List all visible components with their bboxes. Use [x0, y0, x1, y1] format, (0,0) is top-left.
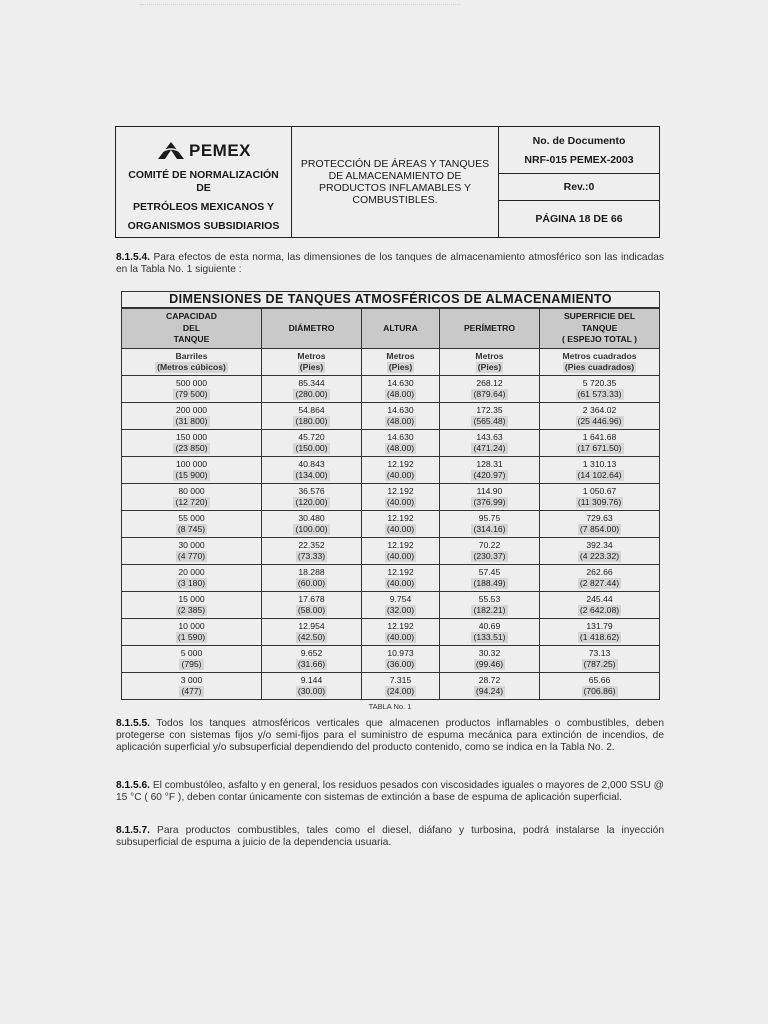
header-info-cell — [499, 127, 659, 237]
cell-primary-value: 20 000 — [178, 567, 205, 578]
cell-primary-value: 73.13 — [588, 648, 611, 659]
units-surface: Metros cuadrados (Pies cuadrados) — [540, 349, 660, 376]
table-row — [122, 646, 660, 673]
cell-primary-value: 45.720 — [298, 432, 325, 443]
cell-primary-value: 12.192 — [387, 486, 414, 497]
section-number: 8.1.5.7. — [116, 825, 150, 836]
cell-primary-value: 143.63 — [476, 432, 503, 443]
cell-primary-value: 22.352 — [298, 540, 325, 551]
cell-secondary-value: (32.00) — [386, 605, 415, 615]
cell-secondary-value: (40.00) — [386, 497, 415, 507]
cell-secondary-value: (36.00) — [386, 659, 415, 669]
cell-primary-value: 200 000 — [175, 405, 208, 416]
cell-capacity — [122, 403, 262, 430]
paragraph-8-1-5-4 — [116, 252, 664, 276]
cell-perimeter — [440, 565, 540, 592]
cell-secondary-value: (150.00) — [295, 443, 328, 453]
cell-perimeter — [440, 511, 540, 538]
column-header-perimeter: PERÍMETRO — [440, 308, 540, 349]
paragraph-text: Todos los tanques atmosféricos verticales que almacenen productos inflamables o combustibles, deben protegerse con sistemas fijos y/o semi-fijos para el suministro de espuma mecánica para extinción de incendios, de aplicación superficial y/o subsuperficial dependiendo del producto contenido, como se indica en la Tabla No. 2. — [116, 718, 664, 754]
cell-capacity — [122, 646, 262, 673]
scan-artifact — [140, 4, 460, 11]
table-row — [122, 430, 660, 457]
cell-height — [362, 619, 440, 646]
cell-primary-value: 30.32 — [478, 648, 501, 659]
cell-secondary-value: (94.24) — [475, 686, 504, 696]
column-header-surface: SUPERFICIE DEL TANQUE ( ESPEJO TOTAL ) — [540, 308, 660, 349]
cell-primary-value: 14.630 — [387, 405, 414, 416]
cell-secondary-value: (14 102.64) — [577, 470, 622, 480]
cell-perimeter — [440, 619, 540, 646]
cell-primary-value: 65.66 — [588, 675, 611, 686]
cell-secondary-value: (3 180) — [177, 578, 206, 588]
pemex-logo — [156, 137, 251, 163]
cell-primary-value: 40.843 — [298, 459, 325, 470]
cell-diameter — [262, 511, 362, 538]
cell-secondary-value: (133.51) — [473, 632, 506, 642]
cell-secondary-value: (314.16) — [473, 524, 506, 534]
cell-primary-value: 128.31 — [476, 459, 503, 470]
cell-primary-value: 114.90 — [476, 486, 503, 497]
cell-secondary-value: (2 385) — [177, 605, 206, 615]
paragraph-8-1-5-6 — [116, 780, 664, 804]
cell-secondary-value: (4 770) — [177, 551, 206, 561]
cell-diameter — [262, 673, 362, 700]
table-row — [122, 673, 660, 700]
units-capacity: Barriles (Metros cúbicos) — [122, 349, 262, 376]
cell-primary-value: 1 641.68 — [582, 432, 617, 443]
cell-primary-value: 12.192 — [387, 540, 414, 551]
document-header — [115, 126, 660, 238]
cell-primary-value: 150 000 — [175, 432, 208, 443]
cell-secondary-value: (11 309.76) — [577, 497, 622, 507]
cell-height — [362, 646, 440, 673]
cell-height — [362, 565, 440, 592]
cell-primary-value: 12.192 — [387, 621, 414, 632]
cell-primary-value: 95.75 — [478, 513, 501, 524]
cell-secondary-value: (40.00) — [386, 470, 415, 480]
cell-diameter — [262, 457, 362, 484]
cell-secondary-value: (40.00) — [386, 524, 415, 534]
revision-value: Rev.:0 — [563, 181, 595, 193]
table-row — [122, 457, 660, 484]
cell-secondary-value: (7 854.00) — [579, 524, 620, 534]
cell-secondary-value: (24.00) — [386, 686, 415, 696]
cell-diameter — [262, 430, 362, 457]
cell-diameter — [262, 619, 362, 646]
cell-primary-value: 54.864 — [298, 405, 325, 416]
cell-secondary-value: (182.21) — [473, 605, 506, 615]
cell-secondary-value: (48.00) — [386, 389, 415, 399]
cell-secondary-value: (2 827.44) — [579, 578, 620, 588]
cell-secondary-value: (1 418.62) — [579, 632, 620, 642]
cell-secondary-value: (15 900) — [175, 470, 208, 480]
cell-perimeter — [440, 538, 540, 565]
paragraph-8-1-5-5 — [116, 718, 664, 755]
cell-secondary-value: (30.00) — [297, 686, 326, 696]
cell-secondary-value: (42.50) — [297, 632, 326, 642]
cell-surface — [540, 673, 660, 700]
cell-secondary-value: (706.86) — [583, 686, 616, 696]
cell-primary-value: 729.63 — [586, 513, 613, 524]
table-row — [122, 565, 660, 592]
cell-primary-value: 2 364.02 — [582, 405, 617, 416]
cell-secondary-value: (376.99) — [473, 497, 506, 507]
cell-primary-value: 80 000 — [178, 486, 205, 497]
cell-primary-value: 30 000 — [178, 540, 205, 551]
cell-secondary-value: (230.37) — [473, 551, 506, 561]
paragraph-text: Para productos combustibles, tales como el diesel, diáfano y turbosina, podrá instalarse la inyección subsuperficial de espuma a juicio de la dependencia usuaria. — [116, 825, 664, 849]
table-row — [122, 403, 660, 430]
cell-secondary-value: (188.49) — [473, 578, 506, 588]
cell-capacity — [122, 565, 262, 592]
cell-primary-value: 5 000 — [180, 648, 203, 659]
cell-primary-value: 28.72 — [478, 675, 501, 686]
table-caption: TABLA No. 1 — [368, 702, 412, 711]
table-row — [122, 592, 660, 619]
committee-line-1: COMITÉ DE NORMALIZACIÓN — [128, 169, 279, 181]
cell-capacity — [122, 484, 262, 511]
cell-secondary-value: (4 223.32) — [579, 551, 620, 561]
cell-primary-value: 9.652 — [300, 648, 323, 659]
cell-secondary-value: (61 573.33) — [577, 389, 622, 399]
cell-height — [362, 673, 440, 700]
cell-surface — [540, 565, 660, 592]
cell-diameter — [262, 592, 362, 619]
cell-primary-value: 392.34 — [586, 540, 613, 551]
paragraph-text: Para efectos de esta norma, las dimensiones de los tanques de almacenamiento atmosférico son las indicadas en la Tabla No. 1 siguiente : — [116, 252, 664, 276]
cell-height — [362, 511, 440, 538]
cell-secondary-value: (25 446.96) — [577, 416, 622, 426]
cell-primary-value: 57.45 — [478, 567, 501, 578]
revision-cell — [499, 174, 659, 201]
cell-secondary-value: (12 720) — [175, 497, 208, 507]
cell-primary-value: 131.79 — [586, 621, 613, 632]
cell-secondary-value: (99.46) — [475, 659, 504, 669]
cell-secondary-value: (280.00) — [295, 389, 328, 399]
cell-height — [362, 376, 440, 403]
cell-surface — [540, 430, 660, 457]
cell-secondary-value: (120.00) — [295, 497, 328, 507]
column-header-height: ALTURA — [362, 308, 440, 349]
cell-surface — [540, 457, 660, 484]
cell-primary-value: 5 720.35 — [582, 378, 617, 389]
cell-capacity — [122, 376, 262, 403]
cell-primary-value: 1 310.13 — [582, 459, 617, 470]
cell-height — [362, 538, 440, 565]
cell-primary-value: 30.480 — [298, 513, 325, 524]
table-row — [122, 376, 660, 403]
committee-line-3: PETRÓLEOS MEXICANOS Y — [133, 201, 274, 213]
cell-secondary-value: (2 642.08) — [579, 605, 620, 615]
cell-primary-value: 55 000 — [178, 513, 205, 524]
units-height: Metros (Pies) — [362, 349, 440, 376]
cell-primary-value: 36.576 — [298, 486, 325, 497]
paragraph-text: El combustóleo, asfalto y en general, los residuos pesados con viscosidades iguales o mayores de 2,000 SSU @ 15 °C ( 60 °F ), deben contar únicamente con sistemas de extinción a base de espuma de aplicación superficial. — [116, 780, 664, 804]
cell-secondary-value: (60.00) — [297, 578, 326, 588]
cell-diameter — [262, 538, 362, 565]
paragraph-8-1-5-7 — [116, 825, 664, 849]
cell-primary-value: 3 000 — [180, 675, 203, 686]
cell-capacity — [122, 673, 262, 700]
cell-surface — [540, 646, 660, 673]
cell-surface — [540, 484, 660, 511]
cell-primary-value: 12.192 — [387, 459, 414, 470]
doc-number-value: NRF-015 PEMEX-2003 — [524, 153, 634, 166]
cell-perimeter — [440, 592, 540, 619]
cell-diameter — [262, 565, 362, 592]
cell-secondary-value: (40.00) — [386, 578, 415, 588]
cell-primary-value: 12.192 — [387, 567, 414, 578]
cell-primary-value: 268.12 — [476, 378, 503, 389]
cell-capacity — [122, 538, 262, 565]
cell-primary-value: 18.288 — [298, 567, 325, 578]
table-row — [122, 619, 660, 646]
cell-secondary-value: (8 745) — [177, 524, 206, 534]
cell-secondary-value: (48.00) — [386, 416, 415, 426]
cell-primary-value: 245.44 — [586, 594, 613, 605]
cell-secondary-value: (23 850) — [175, 443, 208, 453]
cell-perimeter — [440, 673, 540, 700]
cell-perimeter — [440, 646, 540, 673]
pemex-eagle-icon — [156, 139, 186, 161]
cell-primary-value: 500 000 — [175, 378, 208, 389]
cell-height — [362, 592, 440, 619]
cell-surface — [540, 511, 660, 538]
cell-primary-value: 12.192 — [387, 513, 414, 524]
cell-perimeter — [440, 403, 540, 430]
logo-text: PEMEX — [188, 140, 252, 160]
cell-primary-value: 55.53 — [478, 594, 501, 605]
committee-line-2: DE — [196, 182, 211, 194]
cell-secondary-value: (40.00) — [386, 551, 415, 561]
cell-surface — [540, 592, 660, 619]
cell-surface — [540, 619, 660, 646]
cell-secondary-value: (40.00) — [386, 632, 415, 642]
cell-secondary-value: (134.00) — [295, 470, 328, 480]
cell-primary-value: 262.66 — [586, 567, 613, 578]
cell-primary-value: 7.315 — [389, 675, 412, 686]
cell-secondary-value: (180.00) — [295, 416, 328, 426]
page-number-cell — [499, 201, 659, 237]
table-row — [122, 484, 660, 511]
cell-primary-value: 172.35 — [476, 405, 503, 416]
cell-secondary-value: (58.00) — [297, 605, 326, 615]
cell-primary-value: 14.630 — [387, 378, 414, 389]
cell-height — [362, 457, 440, 484]
cell-surface — [540, 403, 660, 430]
cell-secondary-value: (565.48) — [473, 416, 506, 426]
cell-secondary-value: (1 590) — [177, 632, 206, 642]
cell-primary-value: 85.344 — [298, 378, 325, 389]
section-number: 8.1.5.4. — [116, 252, 150, 263]
table-row — [122, 538, 660, 565]
cell-capacity — [122, 592, 262, 619]
cell-diameter — [262, 484, 362, 511]
cell-secondary-value: (471.24) — [473, 443, 506, 453]
cell-diameter — [262, 403, 362, 430]
cell-secondary-value: (73.33) — [297, 551, 326, 561]
cell-diameter — [262, 376, 362, 403]
cell-primary-value: 10 000 — [178, 621, 205, 632]
cell-secondary-value: (100.00) — [295, 524, 328, 534]
cell-primary-value: 70.22 — [478, 540, 501, 551]
doc-number-label: No. de Documento — [532, 134, 626, 147]
header-committee-cell — [116, 127, 292, 237]
table-container — [121, 291, 659, 711]
committee-line-4: ORGANISMOS SUBSIDIARIOS — [127, 220, 280, 232]
document-title: PROTECCIÓN DE ÁREAS Y TANQUES DE ALMACENAMIENTO DE PRODUCTOS INFLAMABLES Y COMBUSTIBLES. — [300, 158, 490, 206]
cell-perimeter — [440, 430, 540, 457]
table-row — [122, 511, 660, 538]
page-number: PÁGINA 18 DE 66 — [535, 213, 623, 225]
cell-secondary-value: (787.25) — [583, 659, 616, 669]
doc-number-cell — [499, 127, 659, 174]
header-title-cell — [292, 127, 499, 237]
column-header-diameter: DIÁMETRO — [262, 308, 362, 349]
section-number: 8.1.5.6. — [116, 780, 150, 791]
cell-primary-value: 14.630 — [387, 432, 414, 443]
cell-secondary-value: (17 671.50) — [577, 443, 622, 453]
units-perimeter: Metros (Pies) — [440, 349, 540, 376]
cell-secondary-value: (79 500) — [175, 389, 208, 399]
cell-height — [362, 430, 440, 457]
cell-height — [362, 403, 440, 430]
cell-primary-value: 40.69 — [478, 621, 501, 632]
cell-secondary-value: (48.00) — [386, 443, 415, 453]
cell-secondary-value: (879.64) — [473, 389, 506, 399]
cell-secondary-value: (31 800) — [175, 416, 208, 426]
cell-capacity — [122, 430, 262, 457]
cell-secondary-value: (420.97) — [473, 470, 506, 480]
cell-perimeter — [440, 484, 540, 511]
cell-surface — [540, 376, 660, 403]
units-diameter: Metros (Pies) — [262, 349, 362, 376]
cell-primary-value: 15 000 — [178, 594, 205, 605]
cell-perimeter — [440, 376, 540, 403]
cell-perimeter — [440, 457, 540, 484]
cell-primary-value: 9.754 — [389, 594, 412, 605]
cell-surface — [540, 538, 660, 565]
cell-primary-value: 1 050.67 — [582, 486, 617, 497]
cell-primary-value: 9.144 — [300, 675, 323, 686]
dimensions-table — [121, 291, 660, 700]
table-title: DIMENSIONES DE TANQUES ATMOSFÉRICOS DE ALMACENAMIENTO — [122, 292, 660, 309]
table-body — [122, 376, 660, 700]
cell-primary-value: 12.954 — [298, 621, 325, 632]
section-number: 8.1.5.5. — [116, 718, 150, 729]
cell-capacity — [122, 619, 262, 646]
cell-diameter — [262, 646, 362, 673]
cell-capacity — [122, 511, 262, 538]
cell-secondary-value: (795) — [181, 659, 202, 669]
cell-primary-value: 17.678 — [298, 594, 325, 605]
cell-secondary-value: (477) — [181, 686, 202, 696]
cell-height — [362, 484, 440, 511]
cell-primary-value: 100 000 — [175, 459, 208, 470]
cell-primary-value: 10.973 — [387, 648, 414, 659]
column-header-capacity: CAPACIDAD DEL TANQUE — [122, 308, 262, 349]
cell-capacity — [122, 457, 262, 484]
cell-secondary-value: (31.66) — [297, 659, 326, 669]
